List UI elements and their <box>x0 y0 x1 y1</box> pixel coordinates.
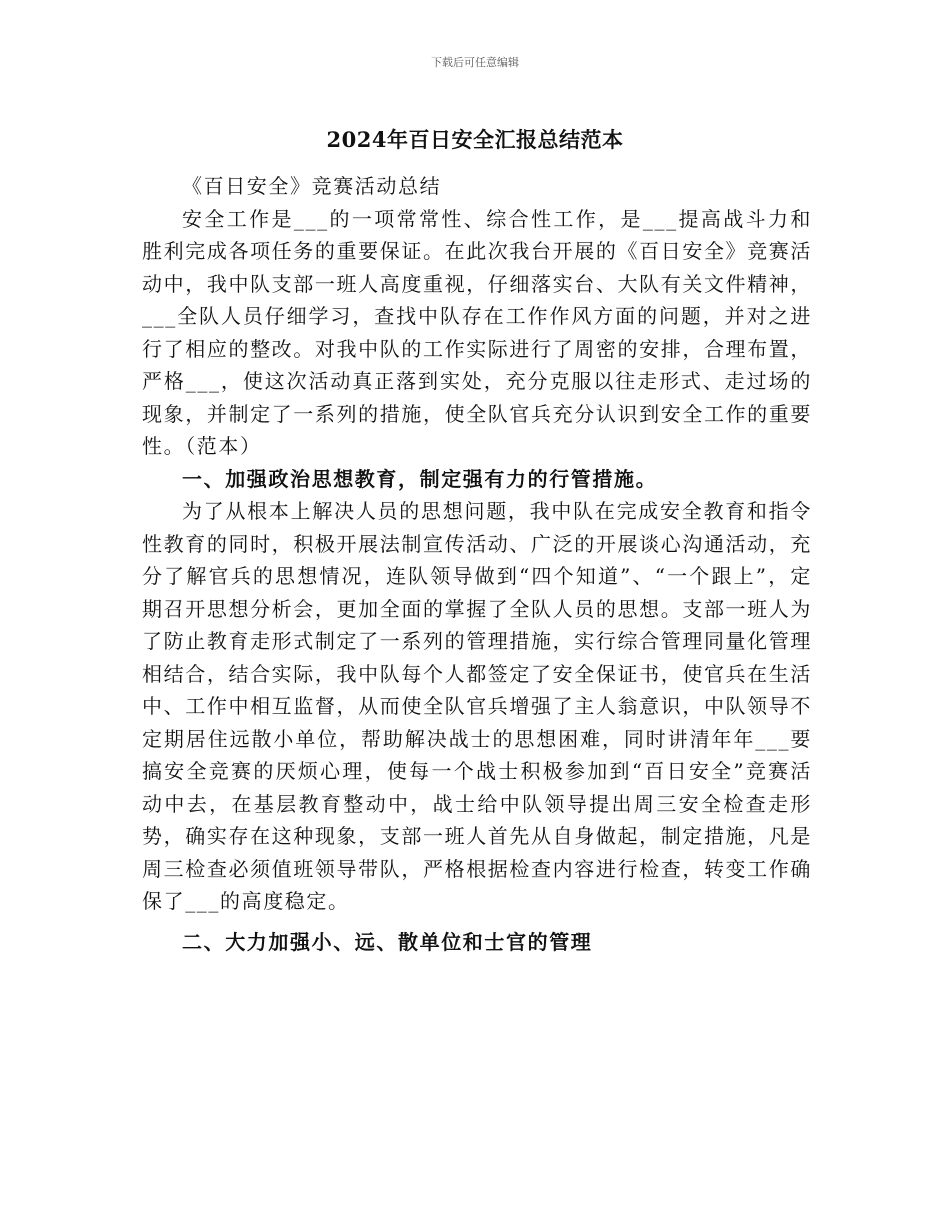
section-2-heading: 二、大力加强小、远、散单位和士官的管理 <box>182 929 593 954</box>
section-1-heading: 一、加强政治思想教育，制定强有力的行管措施。 <box>182 466 658 491</box>
document-body <box>142 170 812 958</box>
header-note: 下载后可任意编辑 <box>431 56 519 69</box>
intro-paragraph: 安全工作是___的一项常常性、综合性工作，是___提高战斗力和胜利完成各项任务的重要保证。在此次我台开展的《百日安全》竞赛活动中，我中队支部一班人高度重视，仔细落实台、大队有关文件精神，___全队人员仔细学习，查找中队存在工作作风方面的问题，并对之进行了相应的整改。对我中队的工作实际进行了周密的安排，合理布置，严格___，使这次活动真正落到实处，充分克服以往走形式、走过场的现象，并制定了一系列的措施，使全队官兵充分认识到安全工作的重要性。（范本） <box>142 206 812 458</box>
section-1-paragraph: 为了从根本上解决人员的思想问题，我中队在完成安全教育和指令性教育的同时，积极开展法制宣传活动、广泛的开展谈心沟通活动，充分了解官兵的思想情况，连队领导做到“四个知道”、“一个跟上”，定期召开思想分析会，更加全面的掌握了全队人员的思想。支部一班人为了防止教育走形式制定了一系列的管理措施，实行综合管理同量化管理相结合，结合实际，我中队每个人都签定了安全保证书，使官兵在生活中、工作中相互监督，从而使全队官兵增强了主人翁意识，中队领导不定期居住远散小单位，帮助解决战士的思想困难，同时讲清年年___要搞安全竞赛的厌烦心理，使每一个战士积极参加到“百日安全”竞赛活动中去，在基层教育整动中，战士给中队领导提出周三安全检查走形势，确实存在这种现象，支部一班人首先从自身做起，制定措施，凡是周三检查必须值班领导带队，严格根据检查内容进行检查，转变工作确保了___的高度稳定。 <box>142 499 812 913</box>
document-title: 2024年百日安全汇报总结范本 <box>326 127 624 152</box>
subtitle: 《百日安全》竞赛活动总结 <box>182 174 442 198</box>
